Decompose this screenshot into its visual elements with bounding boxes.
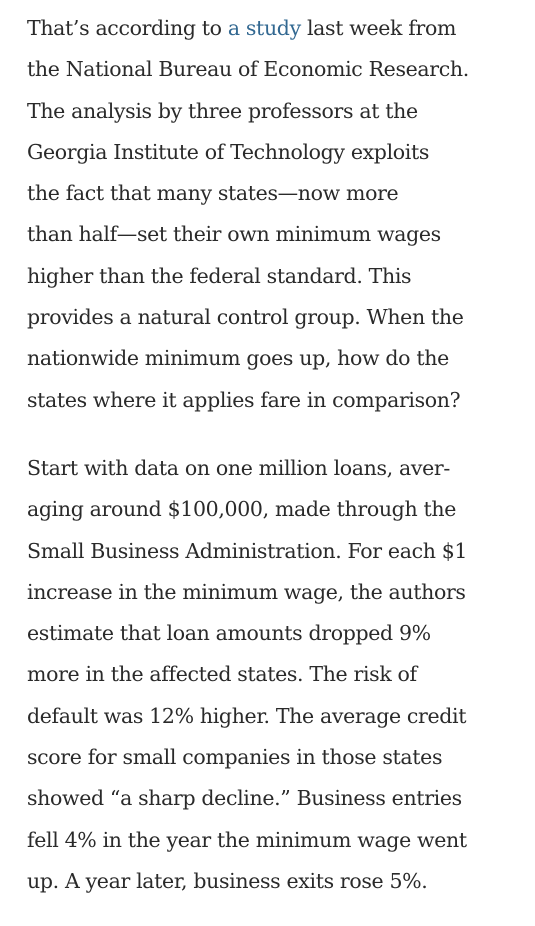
text-line: score for small companies in those states bbox=[27, 745, 443, 770]
text-line: nationwide minimum goes up, how do the bbox=[27, 346, 449, 371]
text-line: default was 12% higher. The average credit bbox=[27, 703, 467, 728]
text-line: estimate that loan amounts dropped 9% bbox=[27, 621, 431, 646]
text-line: The analysis by three professors at the bbox=[27, 98, 418, 123]
text-line: higher than the federal standard. This bbox=[27, 263, 412, 288]
text-line: increase in the minimum wage, the authors bbox=[27, 579, 466, 604]
text-line: the fact that many states—now more bbox=[27, 181, 399, 206]
paragraph-study bbox=[27, 8, 527, 421]
text-line: more in the affected states. The risk of bbox=[27, 662, 417, 687]
text-line: fell 4% in the year the minimum wage went bbox=[27, 827, 467, 852]
study-link[interactable]: a study bbox=[227, 16, 301, 40]
text-line: up. A year later, business exits rose 5%. bbox=[27, 868, 428, 893]
article-body bbox=[27, 8, 527, 902]
text-line bbox=[27, 8, 527, 49]
text-line: the National Bureau of Economic Research. bbox=[27, 57, 469, 82]
paragraph-spacer bbox=[27, 421, 527, 448]
text-segment: That’s according to bbox=[27, 16, 228, 40]
text-line: Georgia Institute of Technology exploits bbox=[27, 139, 430, 164]
text-line: Small Business Administration. For each $1 bbox=[27, 538, 468, 563]
paragraph-loans bbox=[27, 448, 527, 902]
text-line: states where it applies fare in comparison? bbox=[27, 387, 461, 412]
text-line: showed “a sharp decline.” Business entries bbox=[27, 786, 462, 811]
text-line: provides a natural control group. When the bbox=[27, 305, 464, 330]
text-segment: last week from bbox=[300, 16, 457, 40]
text-line: Start with data on one million loans, aver- bbox=[27, 455, 450, 480]
text-line: aging around $100,000, made through the bbox=[27, 497, 456, 522]
text-line: than half—set their own minimum wages bbox=[27, 222, 441, 247]
